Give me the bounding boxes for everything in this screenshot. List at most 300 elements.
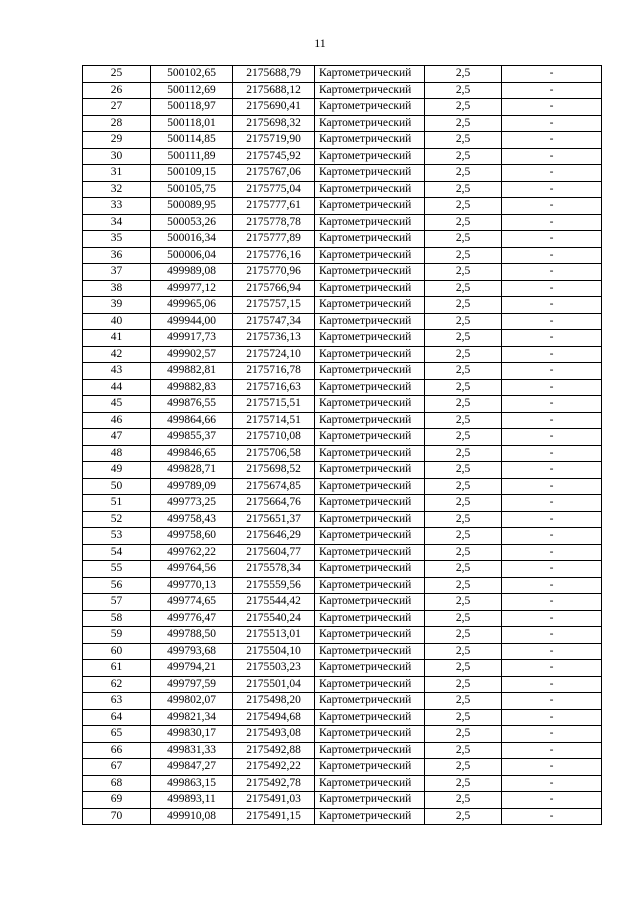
table-row bbox=[83, 346, 602, 363]
accuracy-cell: 2,5 bbox=[425, 363, 502, 380]
description-cell: - bbox=[502, 544, 602, 561]
point-number-cell: 47 bbox=[83, 429, 151, 446]
method-cell: Картометрический bbox=[315, 99, 425, 116]
point-number-cell: 32 bbox=[83, 181, 151, 198]
accuracy-cell: 2,5 bbox=[425, 264, 502, 281]
point-number-cell: 38 bbox=[83, 280, 151, 297]
y-coordinate-cell: 2175724,10 bbox=[233, 346, 315, 363]
y-coordinate-cell: 2175504,10 bbox=[233, 643, 315, 660]
method-cell: Картометрический bbox=[315, 528, 425, 545]
point-number-cell: 63 bbox=[83, 693, 151, 710]
point-number-cell: 51 bbox=[83, 495, 151, 512]
x-coordinate-cell: 499855,37 bbox=[151, 429, 233, 446]
accuracy-cell: 2,5 bbox=[425, 709, 502, 726]
description-cell: - bbox=[502, 528, 602, 545]
table-row bbox=[83, 561, 602, 578]
table-row bbox=[83, 198, 602, 215]
description-cell: - bbox=[502, 445, 602, 462]
description-cell: - bbox=[502, 726, 602, 743]
y-coordinate-cell: 2175503,23 bbox=[233, 660, 315, 677]
table-row bbox=[83, 165, 602, 182]
y-coordinate-cell: 2175540,24 bbox=[233, 610, 315, 627]
method-cell: Картометрический bbox=[315, 297, 425, 314]
y-coordinate-cell: 2175646,29 bbox=[233, 528, 315, 545]
method-cell: Картометрический bbox=[315, 709, 425, 726]
table-row bbox=[83, 693, 602, 710]
table-row bbox=[83, 280, 602, 297]
description-cell: - bbox=[502, 313, 602, 330]
table-row bbox=[83, 594, 602, 611]
x-coordinate-cell: 500109,15 bbox=[151, 165, 233, 182]
y-coordinate-cell: 2175736,13 bbox=[233, 330, 315, 347]
accuracy-cell: 2,5 bbox=[425, 165, 502, 182]
method-cell: Картометрический bbox=[315, 429, 425, 446]
point-number-cell: 48 bbox=[83, 445, 151, 462]
y-coordinate-cell: 2175492,22 bbox=[233, 759, 315, 776]
y-coordinate-cell: 2175719,90 bbox=[233, 132, 315, 149]
accuracy-cell: 2,5 bbox=[425, 66, 502, 83]
method-cell: Картометрический bbox=[315, 445, 425, 462]
y-coordinate-cell: 2175776,16 bbox=[233, 247, 315, 264]
table-row bbox=[83, 742, 602, 759]
accuracy-cell: 2,5 bbox=[425, 792, 502, 809]
description-cell: - bbox=[502, 247, 602, 264]
accuracy-cell: 2,5 bbox=[425, 577, 502, 594]
accuracy-cell: 2,5 bbox=[425, 115, 502, 132]
table-row bbox=[83, 214, 602, 231]
table-row bbox=[83, 330, 602, 347]
x-coordinate-cell: 499847,27 bbox=[151, 759, 233, 776]
accuracy-cell: 2,5 bbox=[425, 808, 502, 825]
y-coordinate-cell: 2175716,63 bbox=[233, 379, 315, 396]
x-coordinate-cell: 499944,00 bbox=[151, 313, 233, 330]
description-cell: - bbox=[502, 775, 602, 792]
y-coordinate-cell: 2175559,56 bbox=[233, 577, 315, 594]
table-row bbox=[83, 528, 602, 545]
point-number-cell: 37 bbox=[83, 264, 151, 281]
table-row bbox=[83, 264, 602, 281]
x-coordinate-cell: 500105,75 bbox=[151, 181, 233, 198]
point-number-cell: 70 bbox=[83, 808, 151, 825]
y-coordinate-cell: 2175778,78 bbox=[233, 214, 315, 231]
method-cell: Картометрический bbox=[315, 181, 425, 198]
point-number-cell: 58 bbox=[83, 610, 151, 627]
accuracy-cell: 2,5 bbox=[425, 627, 502, 644]
table-row bbox=[83, 132, 602, 149]
x-coordinate-cell: 499758,60 bbox=[151, 528, 233, 545]
accuracy-cell: 2,5 bbox=[425, 247, 502, 264]
description-cell: - bbox=[502, 709, 602, 726]
description-cell: - bbox=[502, 379, 602, 396]
y-coordinate-cell: 2175493,08 bbox=[233, 726, 315, 743]
point-number-cell: 36 bbox=[83, 247, 151, 264]
description-cell: - bbox=[502, 297, 602, 314]
method-cell: Картометрический bbox=[315, 693, 425, 710]
point-number-cell: 52 bbox=[83, 511, 151, 528]
method-cell: Картометрический bbox=[315, 82, 425, 99]
description-cell: - bbox=[502, 759, 602, 776]
x-coordinate-cell: 499902,57 bbox=[151, 346, 233, 363]
point-number-cell: 29 bbox=[83, 132, 151, 149]
accuracy-cell: 2,5 bbox=[425, 445, 502, 462]
accuracy-cell: 2,5 bbox=[425, 379, 502, 396]
description-cell: - bbox=[502, 610, 602, 627]
description-cell: - bbox=[502, 396, 602, 413]
description-cell: - bbox=[502, 577, 602, 594]
accuracy-cell: 2,5 bbox=[425, 462, 502, 479]
method-cell: Картометрический bbox=[315, 726, 425, 743]
y-coordinate-cell: 2175757,15 bbox=[233, 297, 315, 314]
point-number-cell: 56 bbox=[83, 577, 151, 594]
y-coordinate-cell: 2175501,04 bbox=[233, 676, 315, 693]
description-cell: - bbox=[502, 148, 602, 165]
table-row bbox=[83, 660, 602, 677]
table-row bbox=[83, 429, 602, 446]
page-number: 11 bbox=[314, 36, 326, 50]
description-cell: - bbox=[502, 792, 602, 809]
accuracy-cell: 2,5 bbox=[425, 528, 502, 545]
method-cell: Картометрический bbox=[315, 577, 425, 594]
method-cell: Картометрический bbox=[315, 544, 425, 561]
y-coordinate-cell: 2175706,58 bbox=[233, 445, 315, 462]
description-cell: - bbox=[502, 808, 602, 825]
y-coordinate-cell: 2175777,61 bbox=[233, 198, 315, 215]
table-row bbox=[83, 66, 602, 83]
accuracy-cell: 2,5 bbox=[425, 693, 502, 710]
x-coordinate-cell: 499762,22 bbox=[151, 544, 233, 561]
y-coordinate-cell: 2175710,08 bbox=[233, 429, 315, 446]
y-coordinate-cell: 2175747,34 bbox=[233, 313, 315, 330]
point-number-cell: 55 bbox=[83, 561, 151, 578]
y-coordinate-cell: 2175494,68 bbox=[233, 709, 315, 726]
x-coordinate-cell: 500111,89 bbox=[151, 148, 233, 165]
point-number-cell: 57 bbox=[83, 594, 151, 611]
table-row bbox=[83, 544, 602, 561]
description-cell: - bbox=[502, 99, 602, 116]
y-coordinate-cell: 2175775,04 bbox=[233, 181, 315, 198]
accuracy-cell: 2,5 bbox=[425, 511, 502, 528]
table-row bbox=[83, 313, 602, 330]
description-cell: - bbox=[502, 115, 602, 132]
x-coordinate-cell: 499776,47 bbox=[151, 610, 233, 627]
description-cell: - bbox=[502, 165, 602, 182]
point-number-cell: 61 bbox=[83, 660, 151, 677]
method-cell: Картометрический bbox=[315, 313, 425, 330]
point-number-cell: 69 bbox=[83, 792, 151, 809]
description-cell: - bbox=[502, 346, 602, 363]
point-number-cell: 35 bbox=[83, 231, 151, 248]
y-coordinate-cell: 2175714,51 bbox=[233, 412, 315, 429]
description-cell: - bbox=[502, 82, 602, 99]
table-row bbox=[83, 775, 602, 792]
y-coordinate-cell: 2175698,32 bbox=[233, 115, 315, 132]
x-coordinate-cell: 499758,43 bbox=[151, 511, 233, 528]
accuracy-cell: 2,5 bbox=[425, 148, 502, 165]
x-coordinate-cell: 499846,65 bbox=[151, 445, 233, 462]
point-number-cell: 45 bbox=[83, 396, 151, 413]
x-coordinate-cell: 499989,08 bbox=[151, 264, 233, 281]
accuracy-cell: 2,5 bbox=[425, 429, 502, 446]
y-coordinate-cell: 2175674,85 bbox=[233, 478, 315, 495]
method-cell: Картометрический bbox=[315, 231, 425, 248]
y-coordinate-cell: 2175745,92 bbox=[233, 148, 315, 165]
accuracy-cell: 2,5 bbox=[425, 132, 502, 149]
point-number-cell: 59 bbox=[83, 627, 151, 644]
accuracy-cell: 2,5 bbox=[425, 214, 502, 231]
x-coordinate-cell: 499793,68 bbox=[151, 643, 233, 660]
table-row bbox=[83, 148, 602, 165]
y-coordinate-cell: 2175688,79 bbox=[233, 66, 315, 83]
x-coordinate-cell: 499882,83 bbox=[151, 379, 233, 396]
accuracy-cell: 2,5 bbox=[425, 412, 502, 429]
method-cell: Картометрический bbox=[315, 132, 425, 149]
accuracy-cell: 2,5 bbox=[425, 313, 502, 330]
x-coordinate-cell: 499764,56 bbox=[151, 561, 233, 578]
point-number-cell: 53 bbox=[83, 528, 151, 545]
table-row bbox=[83, 478, 602, 495]
y-coordinate-cell: 2175767,06 bbox=[233, 165, 315, 182]
x-coordinate-cell: 499773,25 bbox=[151, 495, 233, 512]
x-coordinate-cell: 499876,55 bbox=[151, 396, 233, 413]
accuracy-cell: 2,5 bbox=[425, 742, 502, 759]
y-coordinate-cell: 2175491,15 bbox=[233, 808, 315, 825]
accuracy-cell: 2,5 bbox=[425, 280, 502, 297]
point-number-cell: 43 bbox=[83, 363, 151, 380]
description-cell: - bbox=[502, 594, 602, 611]
accuracy-cell: 2,5 bbox=[425, 544, 502, 561]
x-coordinate-cell: 499789,09 bbox=[151, 478, 233, 495]
point-number-cell: 39 bbox=[83, 297, 151, 314]
accuracy-cell: 2,5 bbox=[425, 99, 502, 116]
accuracy-cell: 2,5 bbox=[425, 726, 502, 743]
method-cell: Картометрический bbox=[315, 280, 425, 297]
point-number-cell: 41 bbox=[83, 330, 151, 347]
accuracy-cell: 2,5 bbox=[425, 676, 502, 693]
point-number-cell: 46 bbox=[83, 412, 151, 429]
x-coordinate-cell: 500102,65 bbox=[151, 66, 233, 83]
point-number-cell: 67 bbox=[83, 759, 151, 776]
x-coordinate-cell: 500053,26 bbox=[151, 214, 233, 231]
accuracy-cell: 2,5 bbox=[425, 495, 502, 512]
table-row bbox=[83, 643, 602, 660]
point-number-cell: 33 bbox=[83, 198, 151, 215]
description-cell: - bbox=[502, 478, 602, 495]
table-row bbox=[83, 363, 602, 380]
method-cell: Картометрический bbox=[315, 396, 425, 413]
accuracy-cell: 2,5 bbox=[425, 594, 502, 611]
method-cell: Картометрический bbox=[315, 676, 425, 693]
description-cell: - bbox=[502, 643, 602, 660]
point-number-cell: 27 bbox=[83, 99, 151, 116]
x-coordinate-cell: 499965,06 bbox=[151, 297, 233, 314]
description-cell: - bbox=[502, 66, 602, 83]
method-cell: Картометрический bbox=[315, 198, 425, 215]
y-coordinate-cell: 2175651,37 bbox=[233, 511, 315, 528]
method-cell: Картометрический bbox=[315, 792, 425, 809]
method-cell: Картометрический bbox=[315, 264, 425, 281]
point-number-cell: 68 bbox=[83, 775, 151, 792]
method-cell: Картометрический bbox=[315, 511, 425, 528]
accuracy-cell: 2,5 bbox=[425, 561, 502, 578]
description-cell: - bbox=[502, 264, 602, 281]
x-coordinate-cell: 499794,21 bbox=[151, 660, 233, 677]
accuracy-cell: 2,5 bbox=[425, 82, 502, 99]
y-coordinate-cell: 2175770,96 bbox=[233, 264, 315, 281]
y-coordinate-cell: 2175492,78 bbox=[233, 775, 315, 792]
y-coordinate-cell: 2175498,20 bbox=[233, 693, 315, 710]
method-cell: Картометрический bbox=[315, 643, 425, 660]
description-cell: - bbox=[502, 132, 602, 149]
table-row bbox=[83, 445, 602, 462]
table-row bbox=[83, 412, 602, 429]
accuracy-cell: 2,5 bbox=[425, 643, 502, 660]
table-row bbox=[83, 379, 602, 396]
accuracy-cell: 2,5 bbox=[425, 396, 502, 413]
method-cell: Картометрический bbox=[315, 330, 425, 347]
x-coordinate-cell: 499821,34 bbox=[151, 709, 233, 726]
point-number-cell: 62 bbox=[83, 676, 151, 693]
x-coordinate-cell: 499797,59 bbox=[151, 676, 233, 693]
table-row bbox=[83, 792, 602, 809]
x-coordinate-cell: 499788,50 bbox=[151, 627, 233, 644]
table-row bbox=[83, 511, 602, 528]
point-number-cell: 26 bbox=[83, 82, 151, 99]
point-number-cell: 66 bbox=[83, 742, 151, 759]
description-cell: - bbox=[502, 561, 602, 578]
method-cell: Картометрический bbox=[315, 346, 425, 363]
method-cell: Картометрический bbox=[315, 759, 425, 776]
table-row bbox=[83, 99, 602, 116]
method-cell: Картометрический bbox=[315, 148, 425, 165]
x-coordinate-cell: 499828,71 bbox=[151, 462, 233, 479]
y-coordinate-cell: 2175698,52 bbox=[233, 462, 315, 479]
x-coordinate-cell: 500118,01 bbox=[151, 115, 233, 132]
point-number-cell: 34 bbox=[83, 214, 151, 231]
description-cell: - bbox=[502, 511, 602, 528]
y-coordinate-cell: 2175688,12 bbox=[233, 82, 315, 99]
point-number-cell: 44 bbox=[83, 379, 151, 396]
x-coordinate-cell: 500114,85 bbox=[151, 132, 233, 149]
coordinates-table bbox=[82, 65, 602, 825]
table-row bbox=[83, 610, 602, 627]
table-row bbox=[83, 676, 602, 693]
method-cell: Картометрический bbox=[315, 379, 425, 396]
table-row bbox=[83, 709, 602, 726]
method-cell: Картометрический bbox=[315, 660, 425, 677]
table-row bbox=[83, 577, 602, 594]
table-row bbox=[83, 726, 602, 743]
point-number-cell: 40 bbox=[83, 313, 151, 330]
method-cell: Картометрический bbox=[315, 610, 425, 627]
description-cell: - bbox=[502, 231, 602, 248]
x-coordinate-cell: 500112,69 bbox=[151, 82, 233, 99]
x-coordinate-cell: 499977,12 bbox=[151, 280, 233, 297]
table-row bbox=[83, 82, 602, 99]
method-cell: Картометрический bbox=[315, 742, 425, 759]
method-cell: Картометрический bbox=[315, 561, 425, 578]
x-coordinate-cell: 499910,08 bbox=[151, 808, 233, 825]
y-coordinate-cell: 2175492,88 bbox=[233, 742, 315, 759]
table-row bbox=[83, 759, 602, 776]
y-coordinate-cell: 2175766,94 bbox=[233, 280, 315, 297]
description-cell: - bbox=[502, 363, 602, 380]
y-coordinate-cell: 2175777,89 bbox=[233, 231, 315, 248]
point-number-cell: 54 bbox=[83, 544, 151, 561]
accuracy-cell: 2,5 bbox=[425, 330, 502, 347]
table-row bbox=[83, 297, 602, 314]
point-number-cell: 28 bbox=[83, 115, 151, 132]
description-cell: - bbox=[502, 627, 602, 644]
table-row bbox=[83, 396, 602, 413]
x-coordinate-cell: 499864,66 bbox=[151, 412, 233, 429]
description-cell: - bbox=[502, 412, 602, 429]
x-coordinate-cell: 499774,65 bbox=[151, 594, 233, 611]
x-coordinate-cell: 499802,07 bbox=[151, 693, 233, 710]
table-row bbox=[83, 181, 602, 198]
x-coordinate-cell: 500118,97 bbox=[151, 99, 233, 116]
x-coordinate-cell: 499917,73 bbox=[151, 330, 233, 347]
method-cell: Картометрический bbox=[315, 627, 425, 644]
accuracy-cell: 2,5 bbox=[425, 775, 502, 792]
x-coordinate-cell: 499882,81 bbox=[151, 363, 233, 380]
description-cell: - bbox=[502, 676, 602, 693]
description-cell: - bbox=[502, 742, 602, 759]
method-cell: Картометрический bbox=[315, 363, 425, 380]
x-coordinate-cell: 499863,15 bbox=[151, 775, 233, 792]
description-cell: - bbox=[502, 198, 602, 215]
method-cell: Картометрический bbox=[315, 214, 425, 231]
method-cell: Картометрический bbox=[315, 165, 425, 182]
accuracy-cell: 2,5 bbox=[425, 198, 502, 215]
description-cell: - bbox=[502, 693, 602, 710]
x-coordinate-cell: 500006,04 bbox=[151, 247, 233, 264]
accuracy-cell: 2,5 bbox=[425, 478, 502, 495]
point-number-cell: 65 bbox=[83, 726, 151, 743]
method-cell: Картометрический bbox=[315, 478, 425, 495]
table-row bbox=[83, 808, 602, 825]
description-cell: - bbox=[502, 495, 602, 512]
table-row bbox=[83, 247, 602, 264]
method-cell: Картометрический bbox=[315, 808, 425, 825]
point-number-cell: 25 bbox=[83, 66, 151, 83]
description-cell: - bbox=[502, 330, 602, 347]
point-number-cell: 60 bbox=[83, 643, 151, 660]
x-coordinate-cell: 499770,13 bbox=[151, 577, 233, 594]
y-coordinate-cell: 2175491,03 bbox=[233, 792, 315, 809]
method-cell: Картометрический bbox=[315, 462, 425, 479]
method-cell: Картометрический bbox=[315, 775, 425, 792]
coordinates-table-body bbox=[83, 66, 602, 825]
description-cell: - bbox=[502, 462, 602, 479]
table-row bbox=[83, 627, 602, 644]
y-coordinate-cell: 2175604,77 bbox=[233, 544, 315, 561]
y-coordinate-cell: 2175690,41 bbox=[233, 99, 315, 116]
y-coordinate-cell: 2175544,42 bbox=[233, 594, 315, 611]
x-coordinate-cell: 500089,95 bbox=[151, 198, 233, 215]
y-coordinate-cell: 2175715,51 bbox=[233, 396, 315, 413]
table-row bbox=[83, 231, 602, 248]
y-coordinate-cell: 2175513,01 bbox=[233, 627, 315, 644]
accuracy-cell: 2,5 bbox=[425, 660, 502, 677]
description-cell: - bbox=[502, 429, 602, 446]
accuracy-cell: 2,5 bbox=[425, 610, 502, 627]
y-coordinate-cell: 2175716,78 bbox=[233, 363, 315, 380]
table-row bbox=[83, 495, 602, 512]
method-cell: Картометрический bbox=[315, 115, 425, 132]
point-number-cell: 31 bbox=[83, 165, 151, 182]
description-cell: - bbox=[502, 660, 602, 677]
y-coordinate-cell: 2175578,34 bbox=[233, 561, 315, 578]
